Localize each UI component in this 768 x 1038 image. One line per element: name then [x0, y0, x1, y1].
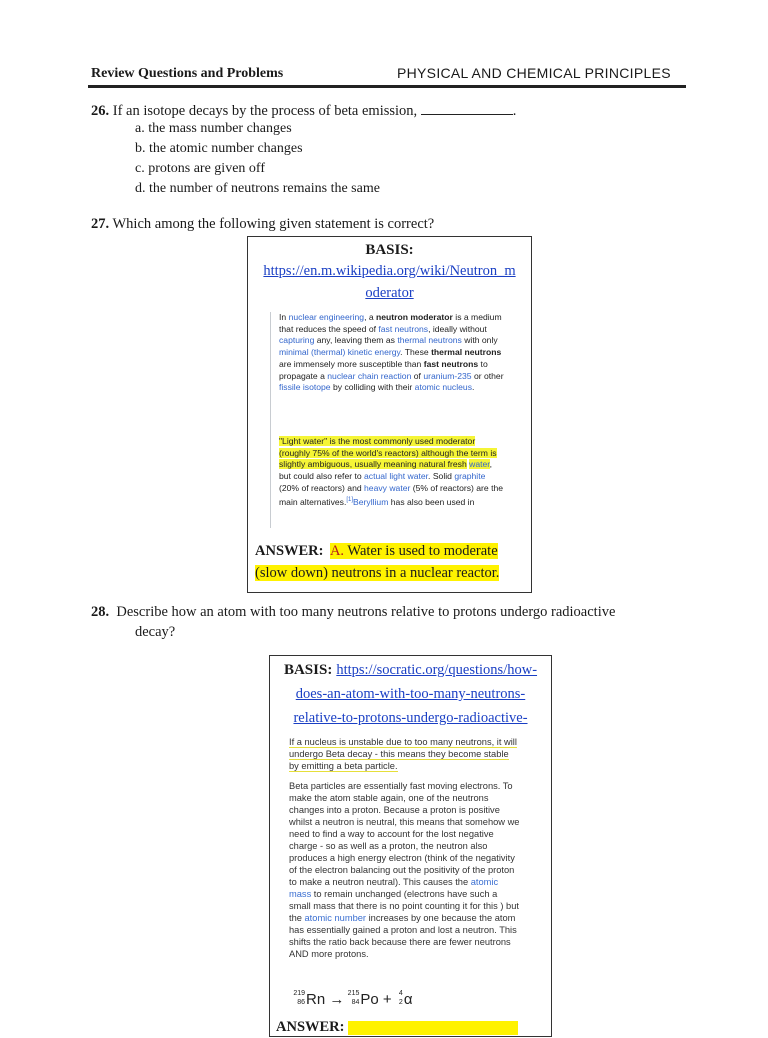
header-left-title: Review Questions and Problems: [91, 66, 284, 81]
answer-highlight-line2: (slow down) neutrons in a nuclear reactor.: [255, 565, 500, 581]
question-28: [91, 602, 615, 622]
highlighted-text: "Light water" is the most commonly used moderator (roughly 75% of the world's reactors) although the term is slightly ambiguous, usually meaning natural fresh: [279, 436, 497, 470]
question-28-basis-link-cont2[interactable]: relative-to-protons-undergo-radioactive-: [293, 710, 528, 726]
socratic-excerpt-paragraph-2: Beta particles are essentially fast moving electrons. To make the atom stable again, one of the neutrons changes into a proton. Because a proton is positive whilst a neutron is neutral, this means that somehow we need to find a way to account for the lost negative charge - so as well as a proton, the neutron also produces a high energy electron (think of the negativity of the electron balancing out the positivity of the proton to make a neutron neutral). This causes the atomic mass to remain unchanged (electrons have such a small mass that there is no point counting it for this ) but the atomic number increases by one because the atom has essentially gained a proton and lost a neutron. This shifts the ratio back because there are fewer neutrons AND more protons.: [289, 781, 520, 959]
wiki-link[interactable]: nuclear chain reaction: [327, 370, 412, 381]
question-28-text: Describe how an atom with too many neutrons relative to protons undergo radioactive: [116, 604, 616, 620]
question-28-answer-partial: ANSWER:: [276, 1016, 518, 1038]
wiki-link[interactable]: fast neutrons: [378, 323, 429, 334]
question-27-basis-link[interactable]: https://en.m.wikipedia.org/wiki/Neutron_m: [263, 263, 516, 279]
question-26-option-d: d. the number of neutrons remains the same: [135, 181, 380, 196]
question-26-blank: [421, 100, 513, 115]
question-26-option-a: a. the mass number changes: [135, 121, 292, 136]
question-27-text: Which among the following given statement is correct?: [112, 216, 435, 232]
wiki-link[interactable]: nuclear engineering: [288, 312, 365, 322]
answer-highlight: A. Water is used to moderate: [329, 543, 498, 559]
question-28-number: 28.: [91, 604, 110, 620]
wiki-excerpt-paragraph-1: In nuclear engineering, a neutron moderator is a medium that reduces the speed of fast neutrons, ideally without capturing any, leaving them as thermal neutrons with only minimal (thermal) kinetic energy. These thermal neutrons are immensely more susceptible than fast neutrons to propagate a nuclear chain reaction of uranium-235 or other fissile isotope by colliding with their atomic nucleus.: [279, 312, 504, 393]
socratic-link[interactable]: atomic number: [304, 913, 367, 923]
question-26-option-c: c. protons are given off: [135, 161, 265, 176]
wiki-link[interactable]: thermal neutrons: [397, 335, 462, 346]
wiki-link[interactable]: graphite: [454, 471, 486, 482]
socratic-link[interactable]: atomic mass: [289, 877, 499, 899]
wiki-link[interactable]: water: [469, 459, 490, 470]
question-27-number: 27.: [91, 216, 110, 232]
question-28-basis-link[interactable]: https://socratic.org/questions/how-: [336, 662, 538, 678]
question-26-text: If an isotope decays by the process of beta emission,: [112, 103, 418, 119]
question-26: 26. If an isotope decays by the process of beta emission, .: [91, 100, 516, 121]
wiki-link[interactable]: actual light water: [364, 471, 429, 482]
header-right-title: PHYSICAL AND CHEMICAL PRINCIPLES: [397, 65, 671, 81]
question-26-option-b: b. the atomic number changes: [135, 141, 303, 156]
question-27-basis-link-cont[interactable]: oderator: [365, 285, 414, 301]
wiki-link[interactable]: uranium-235: [423, 370, 472, 381]
socratic-excerpt-paragraph-1: If a nucleus is unstable due to too many neutrons, it will undergo Beta decay - this means they become stable by emitting a beta particle.: [289, 737, 517, 771]
answer-label: ANSWER:: [255, 543, 324, 559]
question-27: [91, 214, 434, 234]
question-26-number: 26.: [91, 103, 110, 119]
question-27-basis-label: BASIS:: [365, 242, 414, 258]
question-27-answer: [255, 540, 499, 584]
question-28-basis-label: BASIS:: [283, 662, 333, 678]
answer-highlight: [348, 1021, 518, 1035]
wiki-link[interactable]: Beryllium: [353, 496, 389, 507]
wiki-link[interactable]: capturing: [279, 335, 315, 346]
wiki-link[interactable]: minimal (thermal) kinetic energy: [279, 347, 401, 358]
question-28-text-cont: decay?: [135, 624, 176, 640]
beta-decay-equation: 219 86 Rn → 215 84 Po + 4 2 α: [293, 990, 413, 1008]
question-28-basis-link-cont[interactable]: does-an-atom-with-too-many-neutrons-: [295, 686, 526, 702]
wiki-link[interactable]: atomic nucleus: [414, 382, 472, 393]
wiki-link[interactable]: heavy water: [364, 482, 411, 493]
header-rule: [88, 85, 686, 88]
wiki-margin-bar: [270, 312, 271, 528]
wiki-excerpt-paragraph-2: "Light water" is the most commonly used moderator (roughly 75% of the world's reactors) although the term is slightly ambiguous, usually meaning natural fresh water, but could also refer to actual light water. Solid graphite (20% of reactors) and heavy water (5% of reactors) are the main alternatives.[1]Beryllium has also been used in: [279, 436, 504, 507]
wiki-link[interactable]: fissile isotope: [279, 382, 331, 393]
